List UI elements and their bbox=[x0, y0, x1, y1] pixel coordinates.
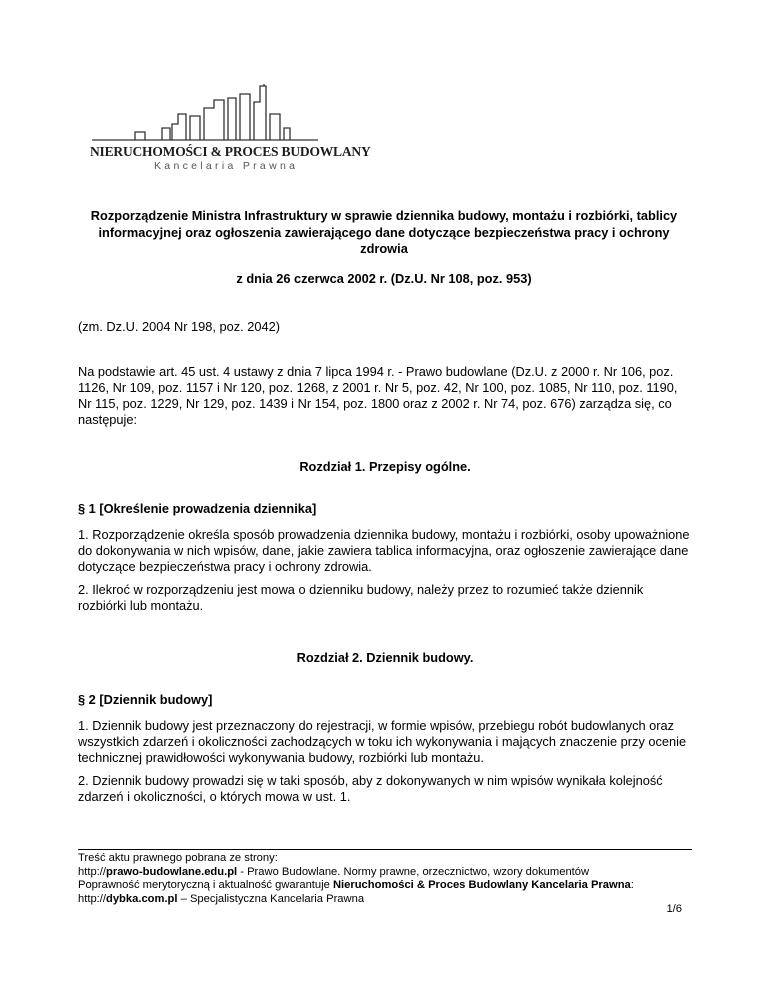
section-2-paragraph-2: 2. Dziennik budowy prowadzi się w taki sposób, aby z dokonywanych w nim wpisów wynikała kolejność zdarzeń i okoliczności, o których mowa w ust. 1. bbox=[78, 773, 663, 804]
footer-line-1: Treść aktu prawnego pobrana ze strony: bbox=[78, 852, 278, 864]
chapter-2-heading: Rozdział 2. Dziennik budowy. bbox=[296, 650, 474, 665]
document-title: Rozporządzenie Ministra Infrastruktury w sprawie dziennika budowy, montażu i rozbiórki, tablicy informacyjnej oraz ogłoszenia zawierającego dane dotyczące bezpieczeństwa pracy i ochrony zdrowia bbox=[90, 208, 678, 256]
preamble: Na podstawie art. 45 ust. 4 ustawy z dnia 7 lipca 1994 r. - Prawo budowlane (Dz.U. z 2000 r. Nr 106, poz. 1126, Nr 109, poz. 1157 i Nr 120, poz. 1268, z 2001 r. Nr 5, poz. 42, Nr 100, poz. 1085, Nr 110, poz. 1190, Nr 115, poz. 1229, Nr 129, poz. 1439 i Nr 154, poz. 1800 oraz z 2002 r. Nr 74, poz. 676) zarządza się, co następuje: bbox=[78, 364, 678, 427]
city-skyline-icon bbox=[90, 84, 350, 144]
section-2-paragraph-1: 1. Dziennik budowy jest przeznaczony do rejestracji, w formie wpisów, przebiegu robót budowlanych oraz wszystkich zdarzeń i okoliczności zachodzących w toku ich wykonywania i mających znaczenie przy ocenie technicznej prawidłowości wykonywania budowy, rozbiórki lub montażu. bbox=[78, 718, 687, 765]
logo bbox=[90, 84, 371, 172]
amendment-note: (zm. Dz.U. 2004 Nr 198, poz. 2042) bbox=[78, 319, 280, 334]
footer-link-dybka[interactable]: dybka.com.pl bbox=[106, 893, 178, 906]
footer-divider bbox=[78, 849, 692, 850]
footer bbox=[78, 852, 692, 907]
section-1-paragraph-2: 2. Ilekroć w rozporządzeniu jest mowa o dzienniku budowy, należy przez to rozumieć także dziennik rozbiórki lub montażu. bbox=[78, 582, 644, 613]
section-2-heading: § 2 [Dziennik budowy] bbox=[78, 692, 213, 707]
footer-link-prawo-budowlane[interactable]: prawo-budowlane.edu.pl bbox=[106, 865, 238, 878]
section-1-paragraph-1: 1. Rozporządzenie określa sposób prowadzenia dziennika budowy, montażu i rozbiórki, osoby upoważnione do dokonywania w nich wpisów, dane, jakie zawiera tablica informacyjna, oraz ogłoszenie zawierające dane dotyczące bezpieczeństwa pracy i ochrony zdrowia. bbox=[78, 527, 690, 574]
footer-line-4: http://dybka.com.pl – Specjalistyczna Kancelaria Prawna bbox=[78, 893, 365, 906]
logo-subtitle: Kancelaria Prawna bbox=[154, 160, 299, 172]
document-date-line: z dnia 26 czerwca 2002 r. (Dz.U. Nr 108, poz. 953) bbox=[236, 271, 532, 286]
section-1-heading: § 1 [Określenie prowadzenia dziennika] bbox=[78, 501, 317, 516]
page-number: 1/6 bbox=[666, 903, 682, 915]
logo-name: NIERUCHOMOŚCI & PROCES BUDOWLANY bbox=[90, 144, 371, 159]
chapter-1-heading: Rozdział 1. Przepisy ogólne. bbox=[299, 459, 471, 474]
footer-line-2: http://prawo-budowlane.edu.pl - Prawo Budowlane. Normy prawne, orzecznictwo, wzory dokumentów bbox=[78, 865, 590, 878]
footer-line-3: Poprawność merytoryczną i aktualność gwarantuje Nieruchomości & Proces Budowlany Kancelaria Prawna: bbox=[78, 879, 634, 892]
